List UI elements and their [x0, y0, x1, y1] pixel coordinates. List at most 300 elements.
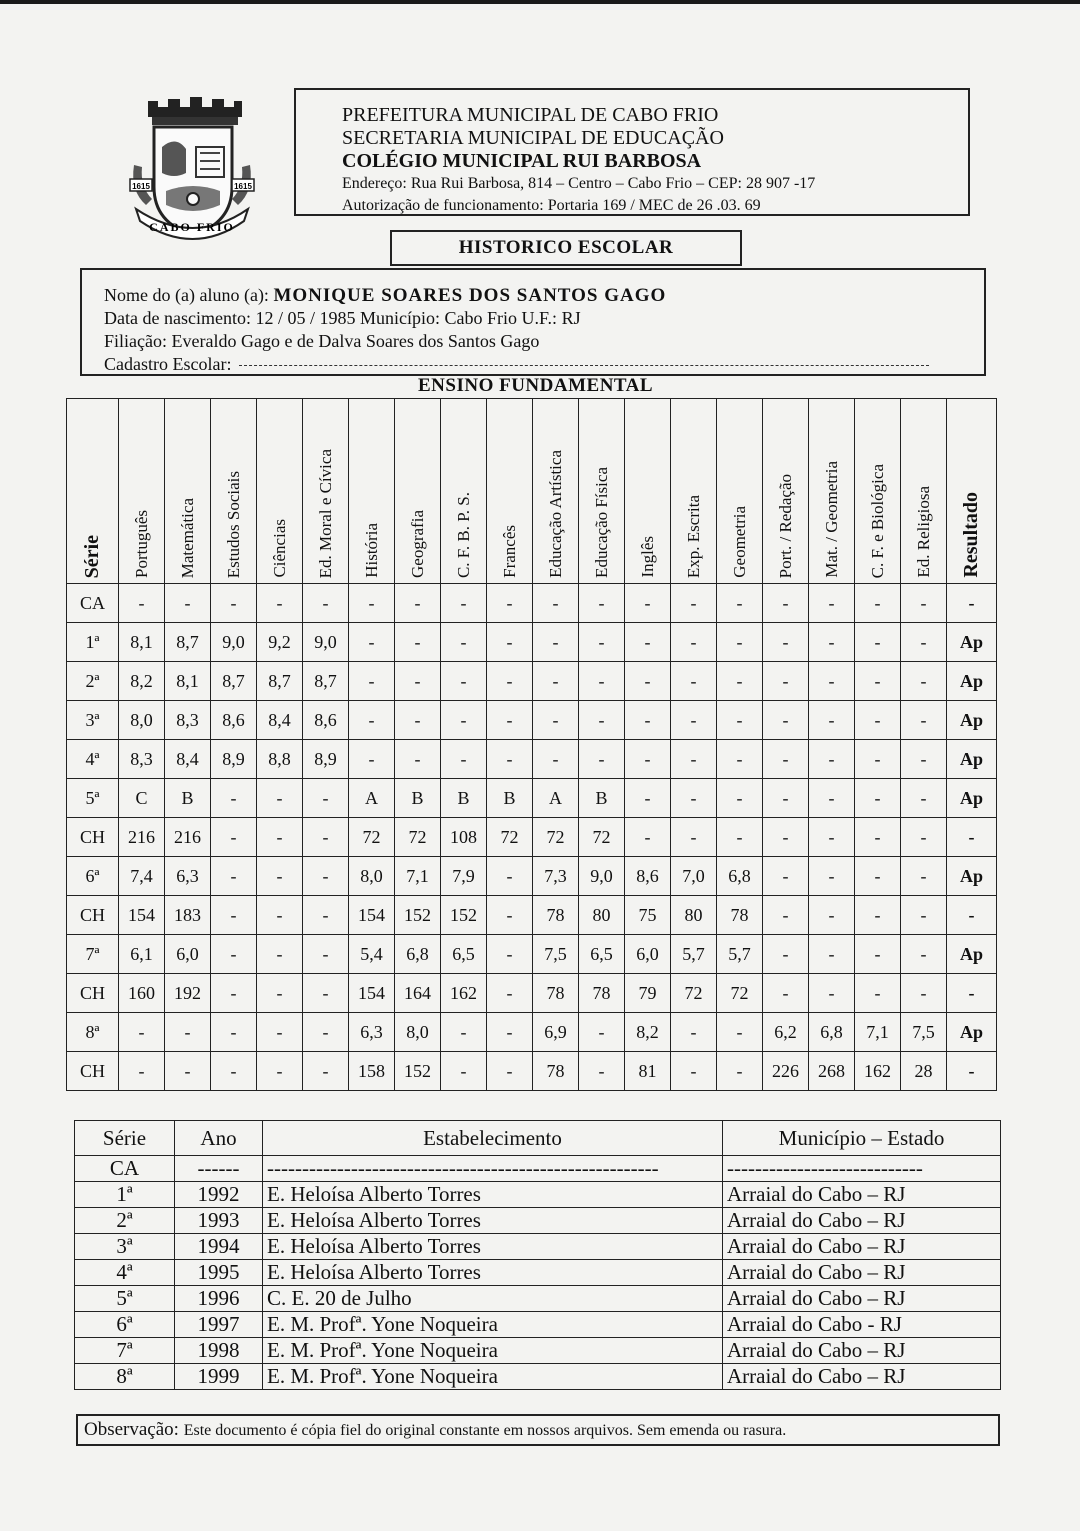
grades-cell: - — [487, 896, 533, 935]
grades-cell: - — [625, 818, 671, 857]
grades-cell: - — [809, 740, 855, 779]
grades-cell: - — [809, 701, 855, 740]
grades-cell: - — [579, 584, 625, 623]
grades-cell: 8,7 — [257, 662, 303, 701]
estab-city-cell: Arraial do Cabo – RJ — [723, 1182, 1001, 1208]
grades-cell: - — [257, 1052, 303, 1091]
grades-cell: - — [395, 662, 441, 701]
grades-cell: - — [855, 857, 901, 896]
grades-result-cell: Ap — [947, 623, 997, 662]
grades-cell: - — [165, 584, 211, 623]
grades-cell: 108 — [441, 818, 487, 857]
estab-school-cell: E. Heloísa Alberto Torres — [263, 1182, 723, 1208]
estab-year-cell: 1993 — [175, 1208, 263, 1234]
grades-cell: 9,0 — [303, 623, 349, 662]
grades-cell: - — [855, 584, 901, 623]
grades-cell: - — [855, 935, 901, 974]
grades-cell: 5,7 — [671, 935, 717, 974]
estab-city-cell: Arraial do Cabo – RJ — [723, 1286, 1001, 1312]
establishments-row — [75, 1364, 1001, 1390]
grades-cell: - — [395, 740, 441, 779]
grades-cell: 79 — [625, 974, 671, 1013]
grades-cell: 268 — [809, 1052, 855, 1091]
estab-serie-cell: 6ª — [75, 1312, 175, 1338]
estab-city-cell: Arraial do Cabo – RJ — [723, 1260, 1001, 1286]
grades-cell: - — [901, 662, 947, 701]
estab-year-cell: 1996 — [175, 1286, 263, 1312]
grades-result-cell: Ap — [947, 740, 997, 779]
grades-cell: 226 — [763, 1052, 809, 1091]
grades-cell: - — [441, 1052, 487, 1091]
grades-header-label: Francês — [499, 525, 519, 578]
establishments-row — [75, 1338, 1001, 1364]
grades-cell: - — [533, 740, 579, 779]
grades-cell: 6,9 — [533, 1013, 579, 1052]
grades-header-label: Matemática — [177, 497, 197, 578]
grades-cell: - — [349, 584, 395, 623]
grades-cell: 80 — [579, 896, 625, 935]
establishments-table — [74, 1120, 1001, 1390]
grades-cell: - — [533, 623, 579, 662]
student-info-box — [80, 268, 986, 376]
grades-cell: 9,2 — [257, 623, 303, 662]
grades-cell: - — [717, 740, 763, 779]
grades-header-label: Geometria — [729, 506, 749, 578]
grades-cell: - — [855, 896, 901, 935]
grades-cell: B — [579, 779, 625, 818]
grades-cell: 8,4 — [165, 740, 211, 779]
grades-row — [67, 896, 997, 935]
grades-row — [67, 740, 997, 779]
grades-row — [67, 974, 997, 1013]
establishments-row — [75, 1234, 1001, 1260]
uf-value: RJ — [561, 308, 581, 328]
grades-cell: - — [717, 701, 763, 740]
grades-cell: - — [855, 779, 901, 818]
estab-school-cell: -------------------------------------------------------- — [263, 1156, 723, 1182]
grades-cell: - — [579, 701, 625, 740]
grades-header-label: Ed. Moral e Cívica — [315, 448, 335, 578]
student-name-label: Nome do (a) aluno (a): — [104, 285, 269, 305]
municipio-value: Cabo Frio — [444, 308, 517, 328]
grades-serie-cell: CH — [67, 1052, 119, 1091]
grades-header-label: Mat. / Geometria — [821, 461, 841, 578]
grades-cell: - — [763, 935, 809, 974]
grades-cell: 6,8 — [717, 857, 763, 896]
autorizacao-line: Autorização de funcionamento: Portaria 169 / MEC de 26 .03. 69 — [342, 197, 761, 214]
estab-city-cell: Arraial do Cabo – RJ — [723, 1208, 1001, 1234]
grades-cell: 183 — [165, 896, 211, 935]
grades-cell: - — [303, 818, 349, 857]
birth-date: 12 / 05 / 1985 — [255, 308, 356, 328]
grades-cell: - — [671, 818, 717, 857]
grades-header-row — [67, 399, 997, 584]
observation-text: Este documento é cópia fiel do original constante em nossos arquivos. Sem emenda ou rasura. — [183, 1422, 787, 1439]
estab-city-cell: Arraial do Cabo – RJ — [723, 1234, 1001, 1260]
municipio-label: Município: — [359, 308, 440, 328]
endereco-line: Endereço: Rua Rui Barbosa, 814 – Centro – Cabo Frio – CEP: 28 907 -17 — [342, 175, 816, 192]
grades-header-cell — [395, 399, 441, 584]
grades-cell: - — [901, 779, 947, 818]
grades-cell: - — [625, 662, 671, 701]
grades-cell: - — [303, 857, 349, 896]
grades-header-cell — [303, 399, 349, 584]
student-name: MONIQUE SOARES DOS SANTOS GAGO — [273, 285, 667, 306]
grades-cell: 8,7 — [303, 662, 349, 701]
grades-header-cell — [441, 399, 487, 584]
grades-cell: - — [257, 857, 303, 896]
grades-header-label: História — [361, 523, 381, 578]
grades-cell: 7,4 — [119, 857, 165, 896]
grades-cell: - — [211, 896, 257, 935]
estab-school-cell: E. Heloísa Alberto Torres — [263, 1234, 723, 1260]
grades-result-cell: Ap — [947, 701, 997, 740]
grades-cell: 152 — [395, 896, 441, 935]
grades-cell: 154 — [349, 896, 395, 935]
grades-cell: - — [763, 818, 809, 857]
grades-serie-cell: 8ª — [67, 1013, 119, 1052]
grades-cell: - — [763, 974, 809, 1013]
estab-school-cell: E. M. Profª. Yone Noqueira — [263, 1364, 723, 1390]
grades-cell: - — [717, 584, 763, 623]
grades-header-cell — [67, 399, 119, 584]
grades-cell: - — [809, 896, 855, 935]
grades-cell: - — [579, 662, 625, 701]
estab-serie-cell: CA — [75, 1156, 175, 1182]
estab-serie-cell: 1ª — [75, 1182, 175, 1208]
grades-row — [67, 662, 997, 701]
grades-header-cell — [947, 399, 997, 584]
estab-serie-cell: 2ª — [75, 1208, 175, 1234]
grades-header-cell — [579, 399, 625, 584]
grades-cell: 6,0 — [625, 935, 671, 974]
grades-cell: 6,0 — [165, 935, 211, 974]
grades-header-label: Educação Física — [591, 467, 611, 578]
grades-cell: 8,2 — [119, 662, 165, 701]
estab-school-cell: E. Heloísa Alberto Torres — [263, 1260, 723, 1286]
grades-cell: 8,8 — [257, 740, 303, 779]
grades-cell: - — [901, 584, 947, 623]
estab-city-cell: Arraial do Cabo – RJ — [723, 1338, 1001, 1364]
grades-cell: - — [487, 584, 533, 623]
grades-cell: - — [257, 896, 303, 935]
grades-cell: - — [533, 584, 579, 623]
grades-cell: - — [487, 1052, 533, 1091]
grades-cell: - — [717, 1013, 763, 1052]
birth-label: Data de nascimento: — [104, 308, 251, 328]
grades-cell: 80 — [671, 896, 717, 935]
grades-cell: 81 — [625, 1052, 671, 1091]
grades-row — [67, 1013, 997, 1052]
grades-cell: - — [211, 779, 257, 818]
establishments-row — [75, 1312, 1001, 1338]
grades-cell: 8,3 — [119, 740, 165, 779]
grades-cell: A — [533, 779, 579, 818]
estab-year-cell: 1998 — [175, 1338, 263, 1364]
grades-cell: - — [809, 779, 855, 818]
grades-cell: - — [441, 584, 487, 623]
grades-cell: 8,6 — [211, 701, 257, 740]
filiacao-line — [104, 330, 929, 353]
grades-cell: - — [441, 662, 487, 701]
grades-cell: - — [901, 818, 947, 857]
grades-cell: 154 — [349, 974, 395, 1013]
prefeitura-line: PREFEITURA MUNICIPAL DE CABO FRIO — [342, 104, 719, 126]
observation-label: Observação: — [84, 1419, 179, 1440]
establishments-row — [75, 1182, 1001, 1208]
grades-serie-cell: 6ª — [67, 857, 119, 896]
colegio-line: COLÉGIO MUNICIPAL RUI BARBOSA — [342, 150, 702, 172]
grades-cell: - — [211, 584, 257, 623]
grades-cell: 6,5 — [579, 935, 625, 974]
estab-school-cell: C. E. 20 de Julho — [263, 1286, 723, 1312]
grades-cell: - — [671, 1052, 717, 1091]
grades-cell: - — [257, 1013, 303, 1052]
grades-cell: 8,7 — [165, 623, 211, 662]
grades-cell: - — [487, 857, 533, 896]
grades-cell: 158 — [349, 1052, 395, 1091]
grades-serie-cell: CH — [67, 896, 119, 935]
establishments-header-cell: Ano — [175, 1121, 263, 1156]
grades-cell: - — [579, 623, 625, 662]
grades-result-cell: - — [947, 896, 997, 935]
grades-row — [67, 857, 997, 896]
grades-cell: - — [763, 779, 809, 818]
grades-cell: - — [349, 701, 395, 740]
estab-year-cell: 1995 — [175, 1260, 263, 1286]
grades-serie-cell: CA — [67, 584, 119, 623]
grades-serie-cell: 1ª — [67, 623, 119, 662]
uf-label: U.F.: — [521, 308, 558, 328]
grades-cell: 72 — [717, 974, 763, 1013]
document-title: HISTORICO ESCOLAR — [390, 230, 742, 266]
grades-cell: - — [809, 974, 855, 1013]
grades-cell: - — [395, 701, 441, 740]
grades-cell: - — [763, 584, 809, 623]
grades-cell: - — [165, 1052, 211, 1091]
grades-cell: - — [671, 740, 717, 779]
grades-cell: - — [349, 623, 395, 662]
filiacao-value: Everaldo Gago e de Dalva Soares dos Santos Gago — [171, 331, 540, 351]
grades-cell: - — [717, 779, 763, 818]
grades-row — [67, 818, 997, 857]
grades-cell: 164 — [395, 974, 441, 1013]
grades-cell: - — [763, 896, 809, 935]
establishments-body — [75, 1156, 1001, 1390]
grades-cell: 8,0 — [395, 1013, 441, 1052]
grades-header-label: Inglês — [637, 536, 657, 578]
grades-result-cell: - — [947, 1052, 997, 1091]
grades-cell: - — [211, 1052, 257, 1091]
establishments-row — [75, 1286, 1001, 1312]
grades-cell: - — [901, 857, 947, 896]
grades-result-cell: - — [947, 584, 997, 623]
grades-cell: - — [257, 974, 303, 1013]
estab-year-cell: 1992 — [175, 1182, 263, 1208]
cadastro-line — [104, 353, 929, 376]
grades-cell: - — [901, 935, 947, 974]
grades-header-cell — [533, 399, 579, 584]
grades-cell: - — [809, 584, 855, 623]
grades-cell: - — [487, 1013, 533, 1052]
grades-cell: 7,1 — [395, 857, 441, 896]
grades-body — [67, 584, 997, 1091]
grades-cell: - — [303, 779, 349, 818]
grades-result-cell: - — [947, 818, 997, 857]
establishments-header-cell: Estabelecimento — [263, 1121, 723, 1156]
grades-cell: - — [625, 779, 671, 818]
grades-header-label: Exp. Escrita — [683, 494, 703, 578]
grades-cell: - — [211, 857, 257, 896]
grades-cell: - — [625, 584, 671, 623]
grades-header-cell — [763, 399, 809, 584]
grades-cell: B — [165, 779, 211, 818]
establishments-row — [75, 1208, 1001, 1234]
grades-cell: - — [809, 857, 855, 896]
grades-cell: - — [671, 662, 717, 701]
grades-result-cell: Ap — [947, 1013, 997, 1052]
grades-cell: 8,0 — [349, 857, 395, 896]
grades-cell: 8,4 — [257, 701, 303, 740]
grades-cell: - — [717, 662, 763, 701]
grades-cell: - — [257, 584, 303, 623]
grades-cell: - — [763, 662, 809, 701]
grades-header-cell — [717, 399, 763, 584]
estab-year-cell: 1997 — [175, 1312, 263, 1338]
estab-city-cell: Arraial do Cabo – RJ — [723, 1364, 1001, 1390]
grades-cell: - — [855, 818, 901, 857]
grades-cell: - — [901, 740, 947, 779]
grades-cell: - — [211, 818, 257, 857]
grades-cell: - — [855, 623, 901, 662]
grades-cell: - — [303, 896, 349, 935]
grades-cell: - — [119, 584, 165, 623]
grades-cell: 8,9 — [211, 740, 257, 779]
estab-school-cell: E. Heloísa Alberto Torres — [263, 1208, 723, 1234]
grades-cell: - — [579, 1052, 625, 1091]
grades-cell: - — [211, 974, 257, 1013]
estab-serie-cell: 4ª — [75, 1260, 175, 1286]
grades-cell: B — [487, 779, 533, 818]
filiacao-label: Filiação: — [104, 331, 167, 351]
grades-cell: - — [625, 701, 671, 740]
grades-header-cell — [671, 399, 717, 584]
grades-cell: 6,2 — [763, 1013, 809, 1052]
grades-cell: - — [441, 623, 487, 662]
estab-serie-cell: 7ª — [75, 1338, 175, 1364]
grades-header-label: Ed. Religiosa — [913, 486, 933, 578]
grades-cell: 8,6 — [625, 857, 671, 896]
svg-text:1615: 1615 — [132, 182, 150, 191]
grades-cell: - — [487, 662, 533, 701]
grades-cell: 6,3 — [349, 1013, 395, 1052]
grades-header-cell — [901, 399, 947, 584]
grades-header-label: C. F. e Biológica — [867, 463, 887, 578]
grades-result-cell: - — [947, 974, 997, 1013]
grades-header-label: Série — [81, 534, 103, 578]
grades-result-cell: Ap — [947, 779, 997, 818]
grades-cell: - — [763, 857, 809, 896]
grades-cell: 7,9 — [441, 857, 487, 896]
establishments-row — [75, 1156, 1001, 1182]
grades-header-label: C. F. B. P. S. — [453, 491, 473, 578]
grades-header-cell — [165, 399, 211, 584]
grades-cell: - — [303, 935, 349, 974]
grades-cell: - — [487, 701, 533, 740]
cadastro-label: Cadastro Escolar: — [104, 354, 232, 374]
grades-cell: 5,7 — [717, 935, 763, 974]
grades-cell: 7,3 — [533, 857, 579, 896]
grades-cell: - — [211, 935, 257, 974]
grades-cell: 72 — [395, 818, 441, 857]
grades-cell: 162 — [855, 1052, 901, 1091]
grades-cell: 78 — [533, 896, 579, 935]
grades-cell: - — [533, 701, 579, 740]
grades-cell: 28 — [901, 1052, 947, 1091]
grades-cell: - — [349, 740, 395, 779]
section-title: ENSINO FUNDAMENTAL — [418, 375, 654, 396]
grades-cell: - — [855, 701, 901, 740]
grades-cell: 8,0 — [119, 701, 165, 740]
grades-cell: - — [303, 974, 349, 1013]
grades-result-cell: Ap — [947, 857, 997, 896]
grades-cell: 192 — [165, 974, 211, 1013]
grades-cell: 6,1 — [119, 935, 165, 974]
grades-cell: 6,5 — [441, 935, 487, 974]
estab-serie-cell: 5ª — [75, 1286, 175, 1312]
grades-cell: 8,6 — [303, 701, 349, 740]
grades-cell: - — [625, 740, 671, 779]
estab-serie-cell: 8ª — [75, 1364, 175, 1390]
grades-cell: - — [901, 623, 947, 662]
grades-header-cell — [257, 399, 303, 584]
grades-cell: - — [717, 818, 763, 857]
grades-header-cell — [119, 399, 165, 584]
estab-school-cell: E. M. Profª. Yone Noqueira — [263, 1312, 723, 1338]
grades-cell: - — [487, 974, 533, 1013]
grades-cell: 8,1 — [165, 662, 211, 701]
grades-cell: 6,8 — [809, 1013, 855, 1052]
grades-cell: A — [349, 779, 395, 818]
grades-cell: - — [579, 740, 625, 779]
grades-cell: 7,1 — [855, 1013, 901, 1052]
svg-text:1615: 1615 — [234, 182, 252, 191]
institution-header — [294, 88, 970, 216]
estab-city-cell: Arraial do Cabo - RJ — [723, 1312, 1001, 1338]
grades-cell: - — [763, 701, 809, 740]
grades-cell: - — [809, 623, 855, 662]
grades-cell: 8,1 — [119, 623, 165, 662]
grades-cell: 72 — [487, 818, 533, 857]
grades-row — [67, 1052, 997, 1091]
top-edge — [0, 0, 1080, 4]
cadastro-blank — [239, 365, 929, 366]
grades-cell: 152 — [441, 896, 487, 935]
grades-cell: - — [901, 896, 947, 935]
grades-cell: 78 — [533, 974, 579, 1013]
grades-cell: B — [395, 779, 441, 818]
grades-cell: - — [763, 740, 809, 779]
grades-cell: 7,0 — [671, 857, 717, 896]
city-crest-logo — [126, 95, 258, 243]
grades-cell: - — [441, 701, 487, 740]
grades-cell: - — [855, 740, 901, 779]
grades-cell: 8,3 — [165, 701, 211, 740]
grades-cell: 9,0 — [579, 857, 625, 896]
grades-cell: - — [303, 584, 349, 623]
grades-row — [67, 701, 997, 740]
grades-cell: 216 — [165, 818, 211, 857]
